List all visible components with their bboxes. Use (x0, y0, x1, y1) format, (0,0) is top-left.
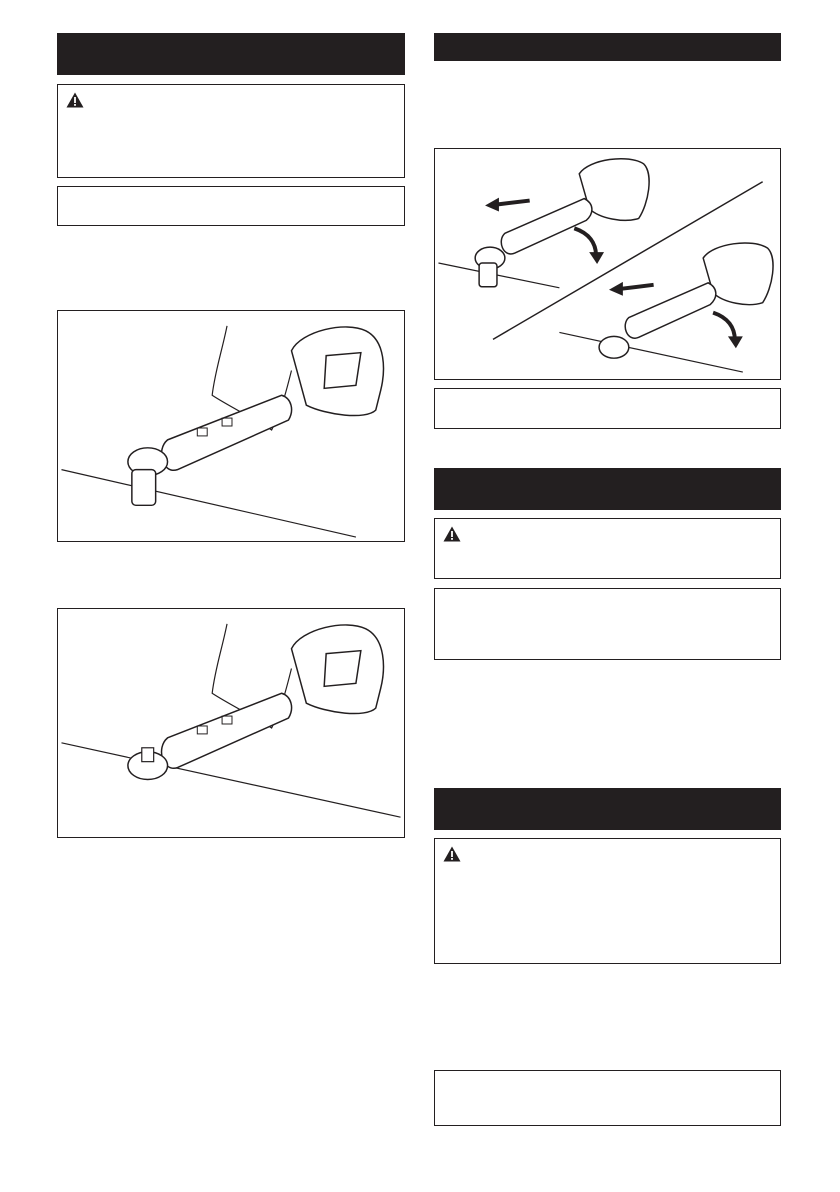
section-heading-bar-4 (434, 788, 781, 830)
section-heading-bar-2 (434, 33, 781, 61)
warning-triangle-icon (443, 526, 461, 542)
ratchet-bolt-illustration (58, 609, 404, 837)
figure-rotation-directions (434, 148, 781, 380)
figure-ratchet-with-socket (57, 310, 405, 542)
warning-triangle-icon (66, 92, 84, 108)
warning-box-3 (434, 838, 781, 964)
rotation-directions-illustration (435, 149, 780, 379)
ratchet-socket-illustration (58, 311, 404, 541)
notice-box-3 (434, 588, 781, 660)
section-heading-bar-1 (57, 33, 405, 75)
warning-box-1 (57, 84, 405, 178)
figure-ratchet-without-socket (57, 608, 405, 838)
section-heading-bar-3 (434, 468, 781, 510)
notice-box-4 (434, 1070, 781, 1126)
warning-triangle-icon (443, 846, 461, 862)
notice-box-1 (57, 186, 405, 226)
warning-box-2 (434, 518, 781, 579)
notice-box-2 (434, 388, 781, 429)
